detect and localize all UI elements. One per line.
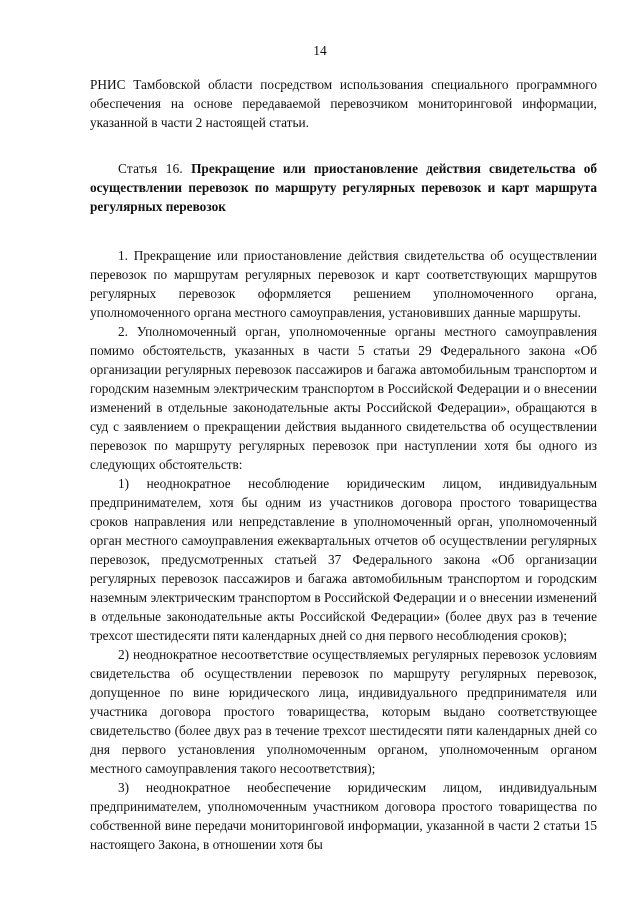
heading-spacer [90,216,597,246]
page-number: 14 [313,43,327,58]
list-item-1: 1) неоднократное несоблюдение юридическим лицом, индивидуальным предпринимателем, хотя бы одним из участников договора простого товарищества сроков направления или непредставление в уполномоченный орган, уполномоченный орган местного самоуправления ежеквартальных отчетов об осуществлении регулярных перевозок, предусмотренных статьей 37 Федерального закона «Об организации регулярных перевозок пассажиров и багажа автомобильным транспортом и городским наземным электрическим транспортом в Российской Федерации и о внесении изменений в отдельные законодательные акты Российской Федерации» (более двух раз в течение трехсот шестидесяти пяти календарных дней со дня первого несоблюдения сроков); [90,476,597,643]
document-body [90,75,597,854]
intro-paragraph: РНИС Тамбовской области посредством использования специального программного обеспечения на основе передаваемой перевозчиком мониторинговой информации, указанной в части 2 настоящей статьи. [90,77,597,130]
paragraph-2: 2. Уполномоченный орган, уполномоченные органы местного самоуправления помимо обстоятельств, указанных в части 5 статьи 29 Федерального закона «Об организации регулярных перевозок пассажиров и багажа автомобильным транспортом и городским наземным электрическим транспортом в Российской Федерации и о внесении изменений в отдельные законодательные акты Российской Федерации», обращаются в суд с заявлением о прекращении действия выданного свидетельства об осуществлении перевозок по маршруту регулярных перевозок при наступлении хотя бы одного из следующих обстоятельств: [90,324,597,472]
article-title: Прекращение или приостановление действия свидетельства об осуществлении перевозок по маршруту регулярных перевозок и карт маршрута регулярных перевозок [90,161,597,214]
list-item-3: 3) неоднократное необеспечение юридическим лицом, индивидуальным предпринимателем, уполномоченным участником договора простого товарищества по собственной вине передачи мониторинговой информации, указанной в части 2 статьи 15 настоящего Закона, в отношении хотя бы [90,780,597,852]
paragraph-1: 1. Прекращение или приостановление действия свидетельства об осуществлении перевозок по маршрутам регулярных перевозок и карт соответствующих маршрутов регулярных перевозок оформляется решением уполномоченного органа, уполномоченного органа местного самоуправления, установивших данные маршруты. [90,248,597,320]
article-number: Статья 16. [118,161,183,176]
list-item-2: 2) неоднократное несоответствие осуществляемых регулярных перевозок условиям свидетельства об осуществлении перевозок по маршруту регулярных перевозок, допущенное по вине юридического лица, индивидуального предпринимателя или участника договора простого товарищества, которым выдано соответствующее свидетельство (более двух раз в течение трехсот шестидесяти пяти календарных дней со дня первого установления уполномоченным органом, уполномоченным органом местного самоуправления такого несоответствия); [90,647,597,776]
article-heading [90,159,597,216]
